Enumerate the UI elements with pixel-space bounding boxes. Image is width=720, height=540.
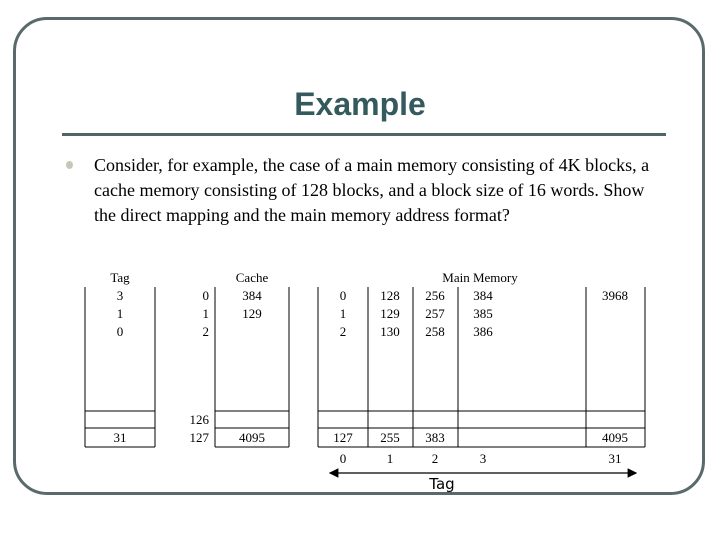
mm-block: 1 xyxy=(339,306,347,321)
cache-index: 2 xyxy=(202,324,209,339)
mm-block: 255 xyxy=(380,430,400,445)
cache-index: 1 xyxy=(202,306,209,321)
mm-block: 0 xyxy=(339,288,347,303)
tag-header: Tag xyxy=(110,270,130,285)
main-memory-header: Main Memory xyxy=(442,270,518,285)
slide-title: Example xyxy=(294,86,426,122)
mm-block: 258 xyxy=(425,324,445,339)
mm-block: 256 xyxy=(425,288,445,303)
mm-block: 4095 xyxy=(602,430,628,445)
tag-arrow-label: Tag xyxy=(429,475,455,493)
cache-value: 129 xyxy=(242,306,262,321)
cache-value: 4095 xyxy=(239,430,265,445)
tag-value: 0 xyxy=(116,324,124,339)
mm-block: 383 xyxy=(425,430,445,445)
mm-block: 129 xyxy=(380,306,400,321)
cache-index: 126 xyxy=(189,412,209,427)
tag-value: 1 xyxy=(116,306,124,321)
cache-index: 127 xyxy=(189,430,209,445)
mm-block: 2 xyxy=(339,324,347,339)
column-number: 2 xyxy=(431,451,439,466)
tag-value: 3 xyxy=(116,288,124,303)
mm-block: 127 xyxy=(333,430,353,445)
column-number: 31 xyxy=(608,451,622,466)
mm-block: 130 xyxy=(380,324,400,339)
column-number: 3 xyxy=(479,451,487,466)
column-number: 0 xyxy=(339,451,347,466)
mm-block: 384 xyxy=(473,288,493,303)
mm-block: 385 xyxy=(473,306,493,321)
mm-block: 386 xyxy=(473,324,493,339)
bullet-text: Consider, for example, the case of a main memory consisting of 4K blocks, a cache memory consisting of 128 blocks, and a block size of 16 words. Show the direct mapping and the main memory address format? xyxy=(94,155,650,225)
mm-block: 257 xyxy=(425,306,445,321)
tag-value: 31 xyxy=(113,430,127,445)
mm-block: 128 xyxy=(380,288,400,303)
cache-index: 0 xyxy=(202,288,209,303)
cache-value: 384 xyxy=(242,288,262,303)
cache-header: Cache xyxy=(235,270,269,285)
column-number: 1 xyxy=(386,451,394,466)
mm-block: 3968 xyxy=(602,288,628,303)
